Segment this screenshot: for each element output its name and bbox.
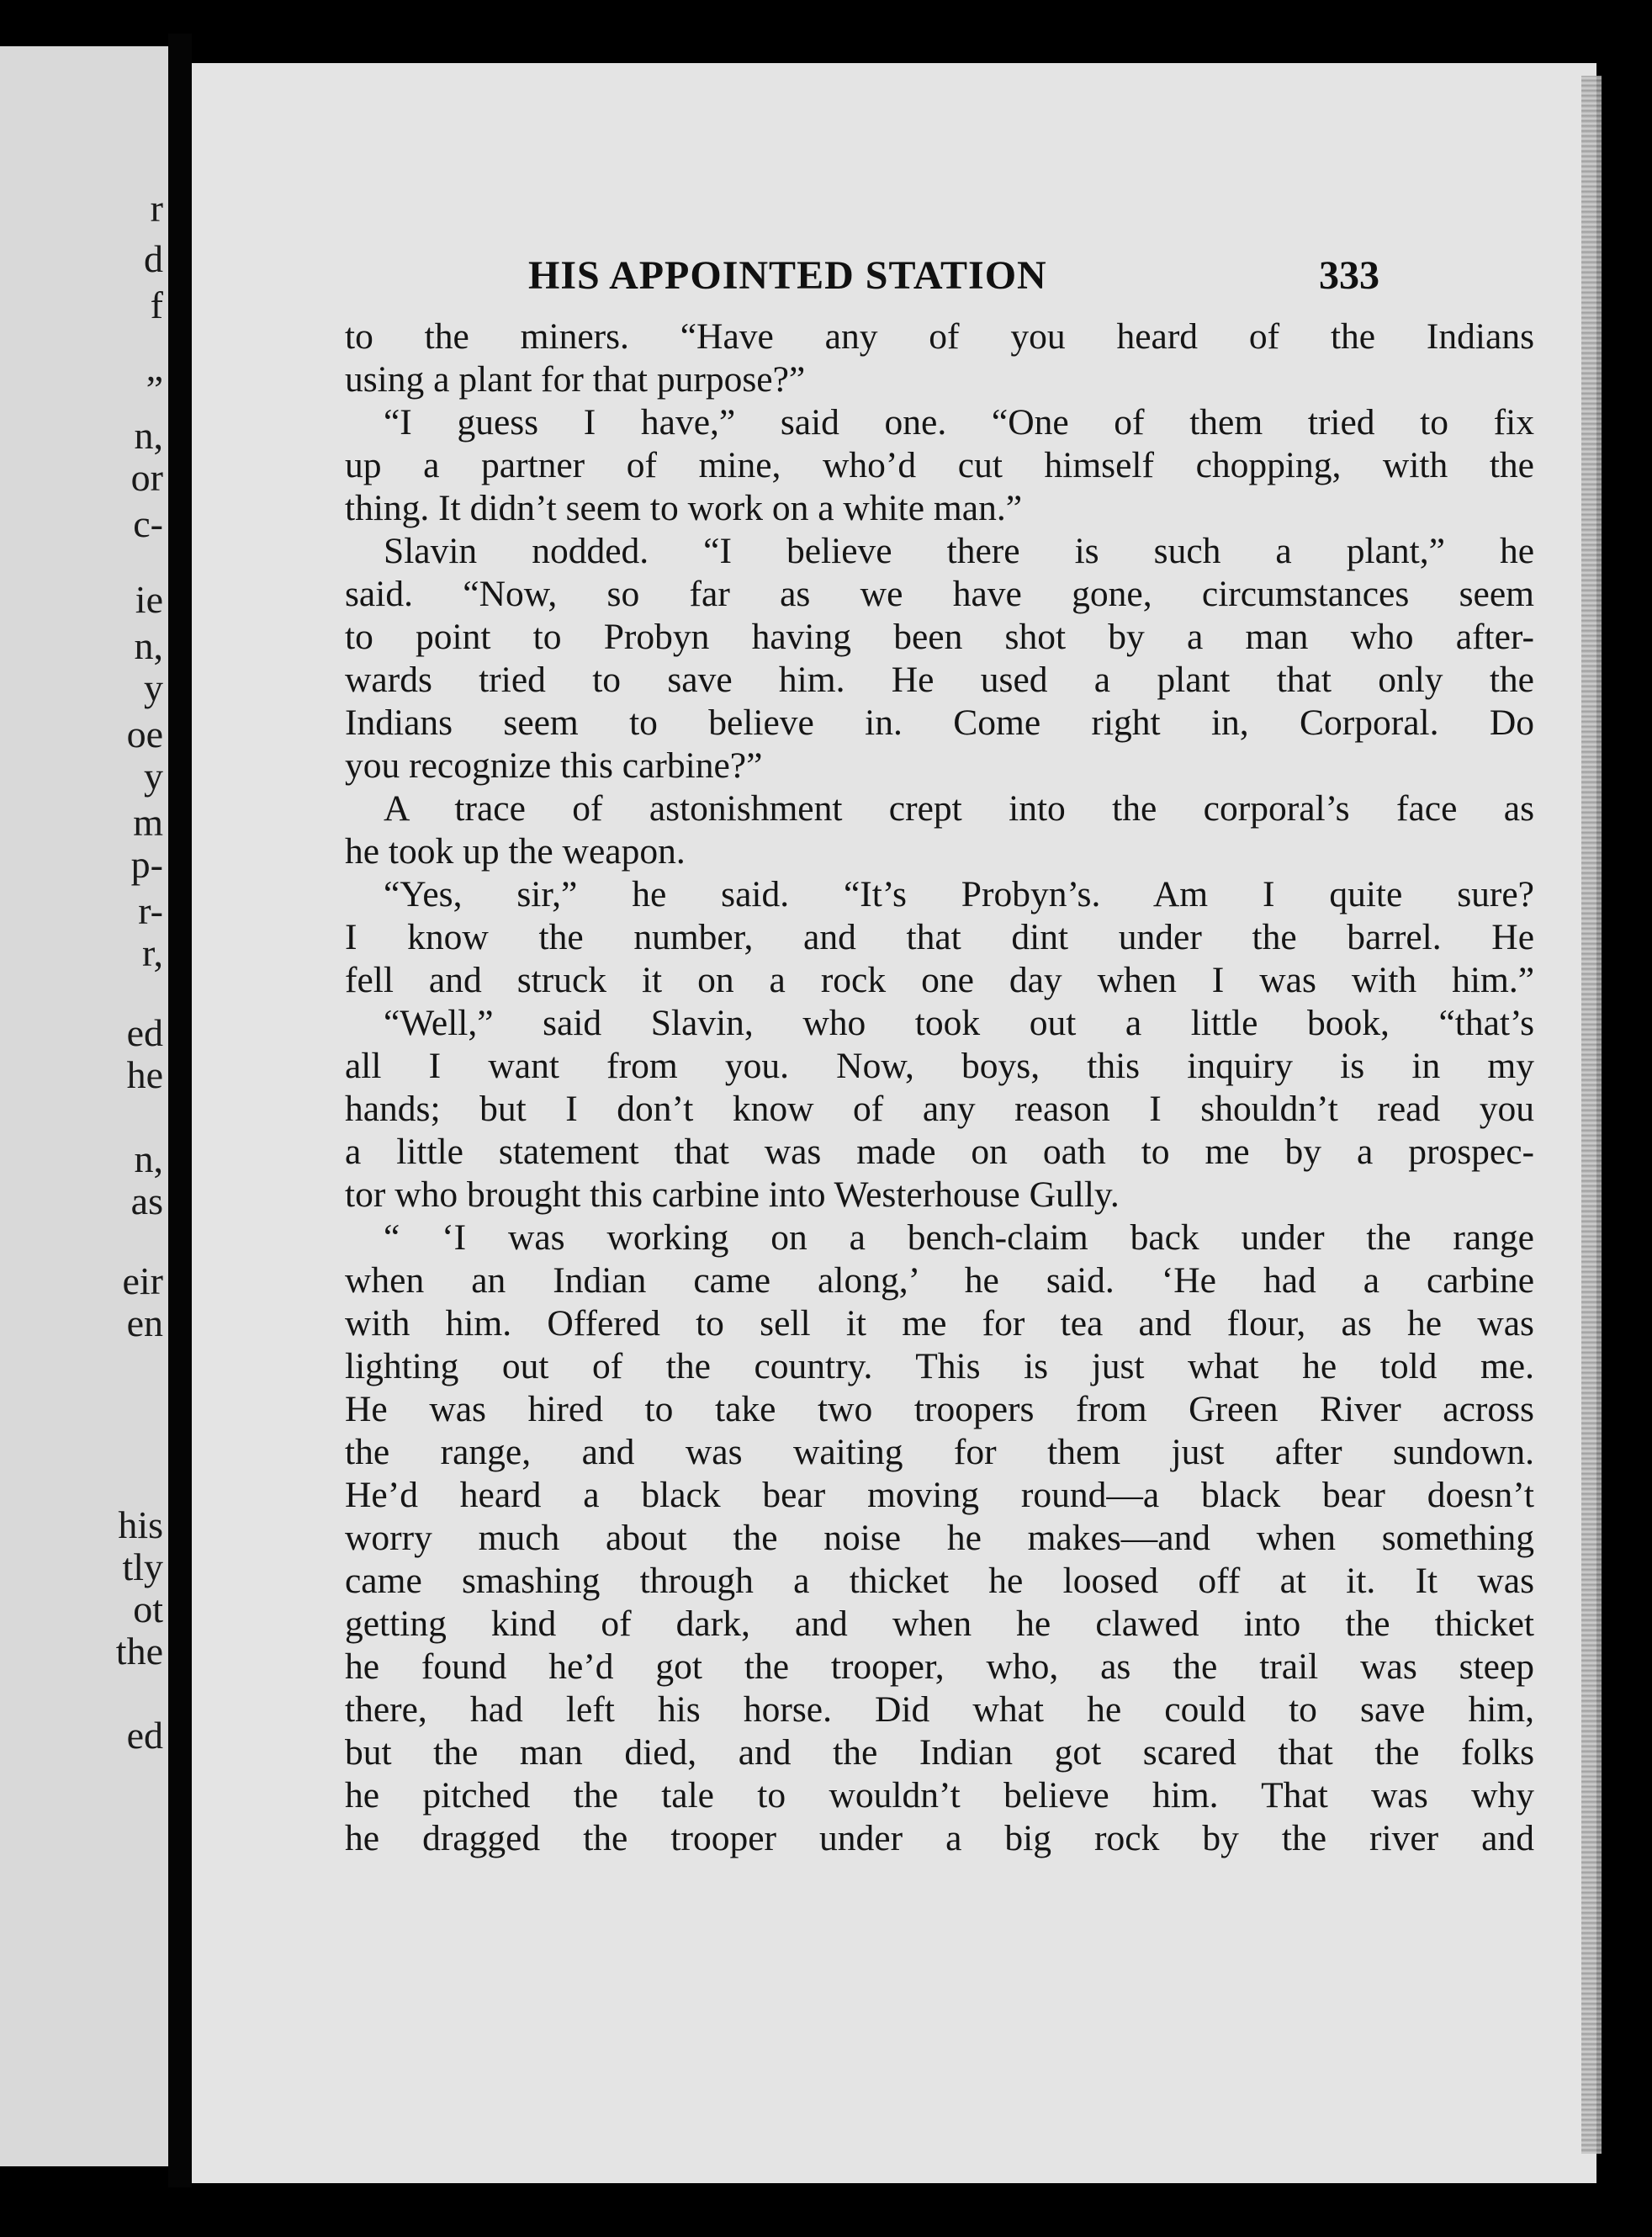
running-head-title: HIS APPOINTED STATION bbox=[528, 253, 1047, 298]
left-page-fragment: ed bbox=[126, 1011, 163, 1054]
left-page-fragment: m bbox=[133, 801, 163, 844]
text-line: getting kind of dark, and when he clawed into the thicket bbox=[345, 1604, 1534, 1644]
left-page-fragment: f bbox=[150, 284, 163, 326]
left-page-fragment: eir bbox=[122, 1259, 163, 1302]
text-line: he found he’d got the trooper, who, as the trail was steep bbox=[345, 1646, 1534, 1687]
left-page-fragment: n, bbox=[134, 624, 163, 667]
text-line: when an Indian came along,’ he said. ‘He had a carbine bbox=[345, 1260, 1534, 1301]
left-page-fragment: oe bbox=[126, 713, 163, 755]
text-line: He was hired to take two troopers from Green River across bbox=[345, 1389, 1534, 1429]
text-line: up a partner of mine, who’d cut himself chopping, with the bbox=[345, 445, 1534, 485]
left-page-fragment: the bbox=[115, 1630, 163, 1672]
text-line: he took up the weapon. bbox=[345, 831, 686, 872]
text-line: A trace of astonishment crept into the corporal’s face as bbox=[384, 788, 1534, 829]
text-line: wards tried to save him. He used a plant that only the bbox=[345, 660, 1534, 700]
right-page bbox=[192, 63, 1596, 2183]
left-page-fragment: p- bbox=[130, 843, 163, 886]
text-line: to point to Probyn having been shot by a man who after- bbox=[345, 617, 1534, 657]
left-page-fragment: r- bbox=[138, 889, 163, 932]
text-line: I know the number, and that dint under the barrel. He bbox=[345, 917, 1534, 957]
left-page-fragment: tly bbox=[122, 1545, 163, 1588]
text-line: tor who brought this carbine into Westerhouse Gully. bbox=[345, 1174, 1120, 1215]
left-page-fragment: r, bbox=[142, 931, 163, 974]
left-page-fragment: as bbox=[130, 1179, 163, 1222]
left-page-fragment: he bbox=[126, 1053, 163, 1096]
left-page-fragment: r bbox=[150, 187, 163, 230]
text-line: lighting out of the country. This is just what he told me. bbox=[345, 1346, 1534, 1386]
text-line: “Well,” said Slavin, who took out a little book, “that’s bbox=[384, 1003, 1534, 1043]
left-page-fragment: d bbox=[144, 237, 163, 280]
left-page-fragment: c- bbox=[133, 502, 163, 545]
text-line: said. “Now, so far as we have gone, circumstances seem bbox=[345, 574, 1534, 614]
left-page-fragment: n, bbox=[134, 414, 163, 457]
left-page-fragment: ot bbox=[133, 1588, 163, 1630]
text-line: you recognize this carbine?” bbox=[345, 745, 763, 786]
left-page-fragment: ed bbox=[126, 1714, 163, 1757]
text-line: “Yes, sir,” he said. “It’s Probyn’s. Am I quite sure? bbox=[384, 874, 1534, 914]
left-page-fragment: ” bbox=[146, 368, 163, 411]
text-line: a little statement that was made on oath to me by a prospec- bbox=[345, 1132, 1534, 1172]
book-gutter bbox=[168, 34, 192, 2187]
text-line: fell and struck it on a rock one day when I was with him.” bbox=[345, 960, 1534, 1000]
page-edge bbox=[1581, 76, 1602, 2154]
page-number: 333 bbox=[1319, 253, 1379, 298]
left-page-fragment: his bbox=[118, 1503, 163, 1546]
text-line: all I want from you. Now, boys, this inquiry is in my bbox=[345, 1046, 1534, 1086]
left-page-fragment: n, bbox=[134, 1137, 163, 1180]
text-line: “ ‘I was working on a bench-claim back under the range bbox=[384, 1217, 1534, 1258]
left-page-fragment: y bbox=[144, 755, 163, 798]
text-line: He’d heard a black bear moving round—a black bear doesn’t bbox=[345, 1475, 1534, 1515]
left-page-fragment: y bbox=[144, 666, 163, 709]
text-line: worry much about the noise he makes—and when something bbox=[345, 1518, 1534, 1558]
text-line: thing. It didn’t seem to work on a white man.” bbox=[345, 488, 1023, 528]
text-line: “I guess I have,” said one. “One of them tried to fix bbox=[384, 402, 1534, 443]
text-line: but the man died, and the Indian got scared that the folks bbox=[345, 1732, 1534, 1773]
text-line: he pitched the tale to wouldn’t believe him. That was why bbox=[345, 1775, 1534, 1816]
body-text bbox=[345, 315, 1534, 1860]
text-line: Indians seem to believe in. Come right in, Corporal. Do bbox=[345, 702, 1534, 743]
text-line: came smashing through a thicket he loosed off at it. It was bbox=[345, 1561, 1534, 1601]
text-line: to the miners. “Have any of you heard of the Indians bbox=[345, 316, 1534, 357]
text-line: hands; but I don’t know of any reason I shouldn’t read you bbox=[345, 1089, 1534, 1129]
left-page-fragment: or bbox=[130, 456, 163, 499]
left-page-fragment: ie bbox=[135, 578, 163, 621]
text-line: there, had left his horse. Did what he could to save him, bbox=[345, 1689, 1534, 1730]
left-page-fragment: en bbox=[126, 1301, 163, 1344]
text-line: using a plant for that purpose?” bbox=[345, 359, 806, 400]
text-line: the range, and was waiting for them just after sundown. bbox=[345, 1432, 1534, 1472]
text-line: Slavin nodded. “I believe there is such a plant,” he bbox=[384, 531, 1534, 571]
running-head bbox=[192, 252, 1596, 303]
text-line: with him. Offered to sell it me for tea and flour, as he was bbox=[345, 1303, 1534, 1344]
text-line: he dragged the trooper under a big rock by the river and bbox=[345, 1818, 1534, 1858]
left-page bbox=[0, 46, 168, 2166]
